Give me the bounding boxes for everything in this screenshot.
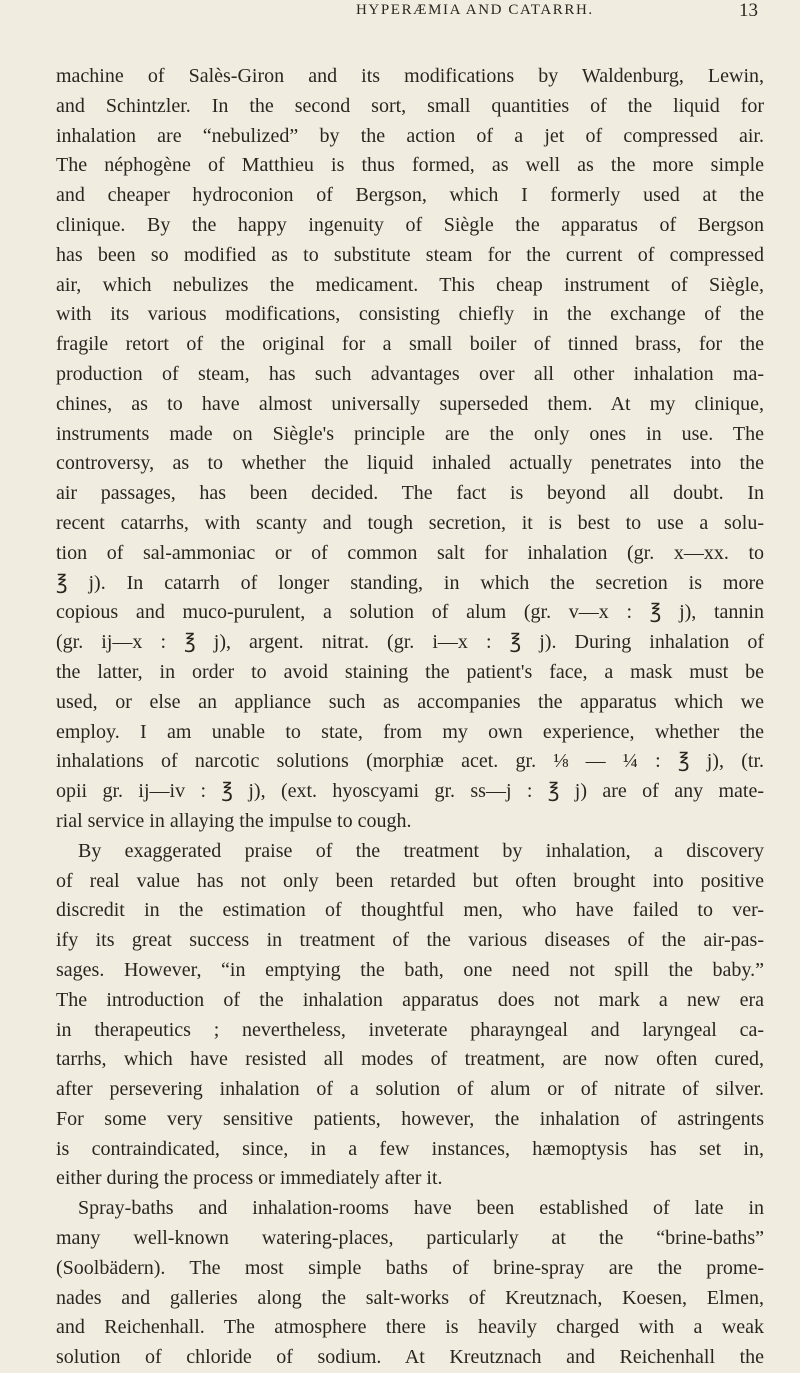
text-line: rial service in allaying the impulse to cough. xyxy=(56,809,412,832)
text-line: (gr. ij—x : ℥ j), argent. nitrat. (gr. i—x : ℥ j). During inhalation of xyxy=(56,631,764,654)
text-line: with its various modifications, consisting chiefly in the exchange of the xyxy=(56,303,764,326)
text-line: tion of sal-ammoniac or of common salt for inhalation (gr. x—xx. to xyxy=(56,541,764,564)
page-number: 13 xyxy=(739,0,758,21)
text-line: inhalation are “nebulized” by the action of a jet of compressed air. xyxy=(56,124,764,147)
text-line: and Schintzler. In the second sort, small quantities of the liquid for xyxy=(56,94,764,117)
text-line: machine of Salès-Giron and its modifications by Waldenburg, Lewin, xyxy=(56,65,764,87)
text-line: sages. However, “in emptying the bath, one need not spill the baby.” xyxy=(56,958,764,981)
text-line: nades and galleries along the salt-works of Kreutznach, Koesen, Elmen, xyxy=(56,1286,764,1309)
text-line: and Reichenhall. The atmosphere there is heavily charged with a weak xyxy=(56,1316,764,1339)
text-line: chines, as to have almost universally superseded them. At my clinique, xyxy=(56,392,764,415)
text-line: recent catarrhs, with scanty and tough secretion, it is best to use a solu- xyxy=(56,511,764,534)
text-line: ℥ j). In catarrh of longer standing, in which the secretion is more xyxy=(56,571,764,594)
text-line: (Soolbädern). The most simple baths of brine-spray are the prome- xyxy=(56,1256,764,1279)
running-head xyxy=(56,0,764,52)
text-line: air, which nebulizes the medicament. This cheap instrument of Siègle, xyxy=(56,273,764,296)
text-line: Spray-baths and inhalation-rooms have been established of late in xyxy=(78,1197,764,1220)
text-line: and cheaper hydroconion of Bergson, which I formerly used at the xyxy=(56,184,764,207)
text-line: the latter, in order to avoid staining the patient's face, a mask must be xyxy=(56,660,764,683)
text-line: The introduction of the inhalation apparatus does not mark a new era xyxy=(56,988,764,1011)
running-title: HYPERÆMIA AND CATARRH. xyxy=(356,2,594,18)
text-line: in therapeutics ; nevertheless, inveterate pharayngeal and laryngeal ca- xyxy=(56,1018,764,1041)
text-line: opii gr. ij—iv : ℥ j), (ext. hyoscyami gr. ss—j : ℥ j) are of any mate- xyxy=(56,780,764,803)
text-line: copious and muco-purulent, a solution of alum (gr. v—x : ℥ j), tannin xyxy=(56,601,764,624)
text-line: air passages, has been decided. The fact is beyond all doubt. In xyxy=(56,482,764,505)
text-line: ify its great success in treatment of the various diseases of the air-pas- xyxy=(56,929,764,952)
paragraph xyxy=(56,837,764,1195)
text-line: has been so modified as to substitute steam for the current of compressed xyxy=(56,243,764,266)
text-line: solution of chloride of sodium. At Kreutznach and Reichenhall the xyxy=(56,1346,764,1369)
text-line: clinique. By the happy ingenuity of Siègle the apparatus of Bergson xyxy=(56,213,764,236)
text-line: The néphogène of Matthieu is thus formed, as well as the more simple xyxy=(56,154,764,177)
text-line: instruments made on Siègle's principle are the only ones in use. The xyxy=(56,422,764,445)
text-line: either during the process or immediately after it. xyxy=(56,1167,443,1190)
paragraph xyxy=(56,62,764,837)
text-line: is contraindicated, since, in a few instances, hæmoptysis has set in, xyxy=(56,1137,764,1160)
text-line: employ. I am unable to state, from my own experience, whether the xyxy=(56,720,764,743)
text-line: By exaggerated praise of the treatment by inhalation, a discovery xyxy=(78,839,764,862)
text-line: production of steam, has such advantages over all other inhalation ma- xyxy=(56,362,764,385)
paragraph xyxy=(56,1194,764,1373)
text-line: used, or else an appliance such as accompanies the apparatus which we xyxy=(56,690,764,713)
text-line: after persevering inhalation of a solution of alum or of nitrate of silver. xyxy=(56,1078,764,1101)
text-line: of real value has not only been retarded but often brought into positive xyxy=(56,869,764,892)
text-line: many well-known watering-places, particularly at the “brine-baths” xyxy=(56,1227,764,1250)
text-line: For some very sensitive patients, however, the inhalation of astringents xyxy=(56,1107,764,1130)
text-line: inhalations of narcotic solutions (morphiæ acet. gr. ⅛ — ¼ : ℥ j), (tr. xyxy=(56,750,764,773)
text-line: tarrhs, which have resisted all modes of treatment, are now often cured, xyxy=(56,1048,764,1071)
text-line: discredit in the estimation of thoughtful men, who have failed to ver- xyxy=(56,899,764,922)
body-text xyxy=(56,62,764,1373)
text-line: fragile retort of the original for a small boiler of tinned brass, for the xyxy=(56,333,764,356)
text-line: controversy, as to whether the liquid inhaled actually penetrates into the xyxy=(56,452,764,475)
